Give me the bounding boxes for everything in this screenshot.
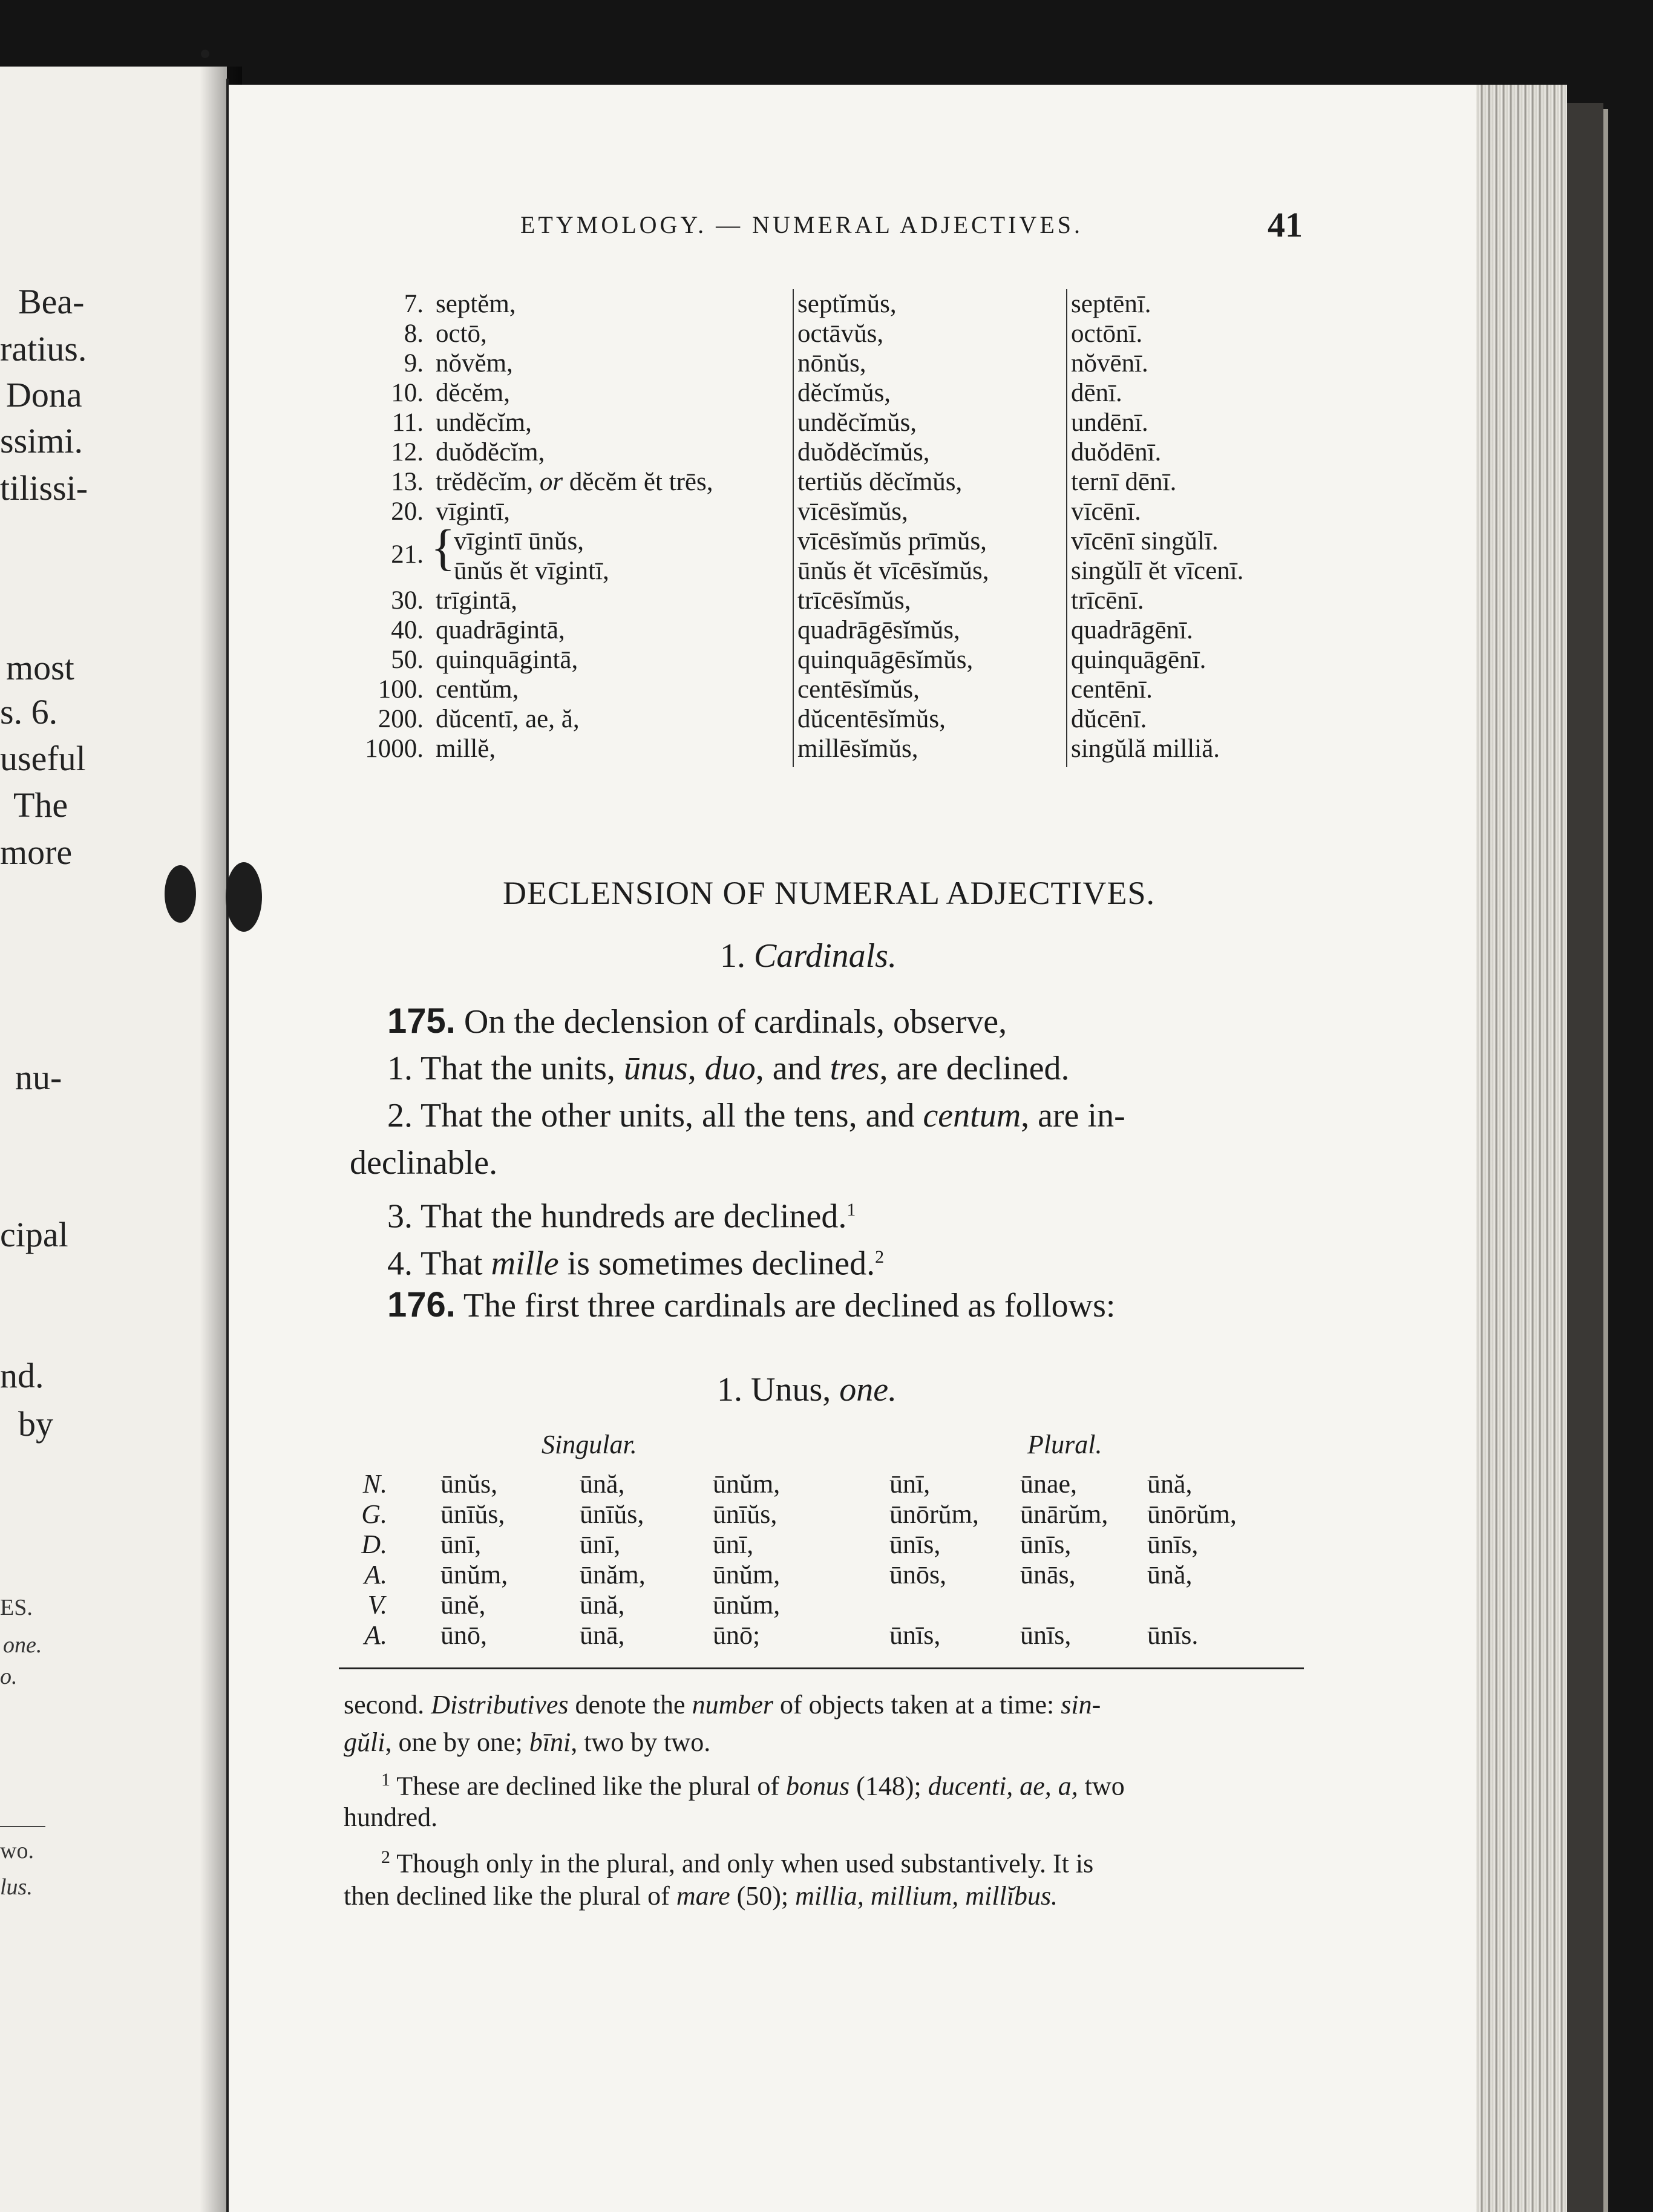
form: ūnă,	[580, 1590, 625, 1620]
form: ūnīs,	[889, 1530, 941, 1559]
cardinal: duŏdĕcĭm,	[436, 438, 545, 466]
cardinal: nŏvĕm,	[436, 349, 513, 378]
distributive: centēnī.	[1071, 675, 1153, 704]
left-fragment: nd.	[0, 1356, 44, 1395]
column-rule	[793, 289, 794, 767]
sub-title-number: 1.	[720, 937, 745, 975]
form: ūnīs,	[1147, 1530, 1199, 1559]
form: ūnă,	[1147, 1469, 1193, 1499]
term: mare	[676, 1881, 730, 1911]
running-head: ETYMOLOGY. — NUMERAL ADJECTIVES.	[520, 211, 1083, 238]
cardinal: vīgintī ūnŭs,	[454, 527, 584, 555]
declension-table	[351, 1469, 1295, 1657]
sub-title	[720, 937, 897, 975]
numeral-number: 13.	[391, 468, 424, 496]
singular-label: Singular.	[542, 1430, 637, 1459]
ordinal: trīcēsĭmŭs,	[797, 586, 911, 615]
term: ducenti, ae, a,	[928, 1771, 1078, 1801]
declension-word: Unus,	[751, 1371, 831, 1409]
footnote-rule	[339, 1667, 1304, 1669]
sub-title-text: Cardinals.	[754, 937, 897, 975]
form: ūnī,	[889, 1469, 931, 1499]
declension-number: 1.	[717, 1371, 742, 1409]
term: Distributives	[431, 1690, 569, 1720]
page-edges	[1476, 85, 1567, 2212]
form: ūnīŭs,	[713, 1499, 777, 1529]
term: gŭli	[344, 1727, 385, 1757]
ordinal: quadrāgēsĭmŭs,	[797, 616, 960, 644]
distributive: singŭlī ĕt vīcenī.	[1071, 557, 1244, 585]
ordinal: tertiŭs dĕcĭmŭs,	[797, 468, 963, 496]
paragraph-number: 176.	[387, 1285, 456, 1324]
cardinal: undĕcĭm,	[436, 408, 532, 437]
ink-speck-top	[201, 50, 209, 58]
term: sin-	[1061, 1690, 1101, 1720]
text: These are declined like the plural of	[396, 1771, 780, 1801]
text: , are in-	[1021, 1097, 1125, 1134]
numeral-number: 8.	[404, 319, 424, 348]
paragraph-text: On the declension of cardinals, observe,	[463, 1003, 1007, 1041]
numeral-number: 11.	[391, 408, 424, 437]
cardinal: trīgintā,	[436, 586, 517, 615]
term: mille	[491, 1245, 559, 1283]
text: 2. That the other units, all the tens, and	[387, 1097, 915, 1134]
brace: {	[431, 520, 456, 576]
cardinal: dŭcentī, ae, ă,	[436, 705, 580, 733]
form: ūnăm,	[580, 1560, 646, 1589]
footnote-continuation	[344, 1687, 1101, 1723]
ordinal: octāvŭs,	[797, 319, 884, 348]
ordinal: millēsĭmŭs,	[797, 735, 918, 763]
text: two	[1084, 1771, 1125, 1801]
form: ūnīs,	[889, 1620, 941, 1650]
case-label: A.	[364, 1560, 387, 1589]
text: (50);	[736, 1881, 789, 1911]
paragraph-176	[387, 1285, 1115, 1326]
term: tres	[830, 1050, 880, 1087]
book-cover-highlight	[1603, 109, 1608, 2212]
cardinal: quadrāgintā,	[436, 616, 565, 644]
term: number	[692, 1690, 773, 1720]
ordinal: dĕcĭmŭs,	[797, 379, 891, 407]
text: 3. That the hundreds are declined.	[387, 1197, 847, 1235]
case-label: D.	[361, 1530, 387, 1559]
rule-line-2-cont: declinable.	[350, 1144, 498, 1182]
case-label: V.	[367, 1590, 387, 1620]
text: , are declined.	[879, 1050, 1070, 1087]
form: ūnārŭm,	[1020, 1499, 1108, 1529]
numeral-number: 50.	[391, 646, 424, 674]
cardinal: centŭm,	[436, 675, 519, 704]
form: ūnīŭs,	[580, 1499, 644, 1529]
distributive: singŭlă milliă.	[1071, 735, 1220, 763]
form: ūnā,	[580, 1620, 625, 1650]
numeral-number: 1000.	[365, 735, 424, 763]
term: millia, millium, millĭbus.	[795, 1881, 1058, 1911]
form: ūnō,	[440, 1620, 487, 1650]
ordinal: ūnŭs ĕt vīcēsĭmŭs,	[797, 557, 989, 585]
form: ūnās,	[1020, 1560, 1076, 1589]
text: 1. That the units,	[387, 1050, 615, 1087]
left-fragment: cipal	[0, 1215, 68, 1254]
left-fragment: s. 6.	[0, 692, 58, 731]
ordinal: vīcēsĭmŭs prīmŭs,	[797, 527, 987, 555]
numeral-number: 200.	[378, 705, 424, 733]
distributive: septēnī.	[1071, 290, 1151, 318]
text: denote the	[575, 1690, 686, 1720]
left-fragment: more	[0, 833, 73, 872]
ordinal: quinquāgēsĭmŭs,	[797, 646, 974, 674]
text: is sometimes declined.	[567, 1245, 876, 1283]
footnote-ref: 2	[875, 1247, 885, 1267]
text: , one by one;	[385, 1727, 523, 1757]
form: ūnīs.	[1147, 1620, 1199, 1650]
left-small-fragment: one.	[3, 1632, 42, 1658]
ordinal: undĕcĭmŭs,	[797, 408, 917, 437]
form: ūnă,	[1147, 1560, 1193, 1589]
term: bonus	[786, 1771, 850, 1801]
declension-title	[717, 1370, 897, 1409]
numeral-number: 21.	[391, 540, 424, 569]
rule-line-4	[387, 1237, 884, 1284]
distributive: ternī dēnī.	[1071, 468, 1177, 496]
footnote-2-cont	[344, 1878, 1058, 1914]
form: ūnĕ,	[440, 1590, 486, 1620]
text: then declined like the plural of	[344, 1881, 670, 1911]
numeral-number: 12.	[391, 438, 424, 466]
cardinal-text: trĕdĕcĭm,	[436, 468, 534, 496]
cardinal: dĕcĕm,	[436, 379, 510, 407]
book-cover-edge	[1567, 103, 1603, 2212]
left-small-fragment: o.	[0, 1664, 18, 1689]
footnote-continuation	[344, 1724, 710, 1761]
cardinal: septĕm,	[436, 290, 516, 318]
footnote-mark: 1	[381, 1770, 390, 1790]
left-fragment: ssimi.	[0, 421, 83, 460]
form: ūnīs,	[1020, 1620, 1072, 1650]
text: , two by two.	[571, 1727, 711, 1757]
cardinal	[436, 467, 713, 497]
left-footnote-rule	[0, 1826, 45, 1827]
distributive: nŏvēnī.	[1071, 349, 1148, 378]
section-title: DECLENSION OF NUMERAL ADJECTIVES.	[502, 875, 1155, 911]
numeral-number: 10.	[391, 379, 424, 407]
case-label: G.	[361, 1499, 387, 1529]
distributive: dŭcēnī.	[1071, 705, 1147, 733]
distributive: trīcēnī.	[1071, 586, 1144, 615]
declension-gloss: one.	[839, 1371, 897, 1409]
numeral-number: 7.	[404, 290, 424, 318]
case-label: A.	[364, 1620, 387, 1650]
term: ūnus	[623, 1050, 688, 1087]
text: (148);	[856, 1771, 921, 1801]
plural-label: Plural.	[1027, 1430, 1102, 1459]
cardinal: quinquāgintā,	[436, 646, 578, 674]
term: centum	[923, 1097, 1021, 1134]
distributive: dēnī.	[1071, 379, 1122, 407]
term: bīni	[529, 1727, 571, 1757]
text: of objects taken at a time:	[780, 1690, 1055, 1720]
cardinal: ūnŭs ĕt vīgintī,	[454, 557, 609, 585]
cardinal: millĕ,	[436, 735, 496, 763]
text: 4. That	[387, 1245, 483, 1283]
left-fragment: nu-	[15, 1058, 62, 1097]
footnote-mark: 2	[381, 1847, 390, 1867]
left-fragment: tilissi-	[0, 468, 88, 508]
footnote-2	[381, 1839, 1093, 1882]
form: ūnŭm,	[713, 1560, 781, 1589]
form: ūnōs,	[889, 1560, 947, 1589]
ordinal: septĭmŭs,	[797, 290, 897, 318]
left-fragment: useful	[0, 739, 86, 778]
form: ūnīs,	[1020, 1530, 1072, 1559]
cardinal: octō,	[436, 319, 487, 348]
paragraph-175	[387, 1001, 1007, 1042]
page-number: 41	[1268, 205, 1303, 244]
distributive: duŏdēnī.	[1071, 438, 1162, 466]
distributive: undēnī.	[1071, 408, 1148, 437]
ordinal: centēsĭmŭs,	[797, 675, 920, 704]
footnote-ref: 1	[846, 1200, 856, 1220]
ink-blot-left	[165, 865, 196, 923]
form: ūnŭm,	[713, 1469, 781, 1499]
rule-line-1: 1. That the units, ūnus, duo, and tres, are declined.	[387, 1050, 1070, 1087]
form: ūnō;	[713, 1620, 761, 1650]
left-fragment: ratius.	[0, 329, 87, 368]
form: ūnŭs,	[440, 1469, 498, 1499]
text: second.	[344, 1690, 425, 1720]
numeral-number: 100.	[378, 675, 424, 704]
distributive: vīcēnī singŭlī.	[1071, 527, 1219, 555]
numeral-number: 40.	[391, 616, 424, 644]
form: ūnă,	[580, 1469, 625, 1499]
left-fragment: Dona	[6, 375, 82, 414]
ordinal: vīcēsĭmŭs,	[797, 497, 908, 526]
distributive: quinquāgēnī.	[1071, 646, 1206, 674]
left-fragment: Bea-	[18, 282, 85, 321]
column-rule	[1066, 289, 1067, 767]
form: ūnōrŭm,	[1147, 1499, 1237, 1529]
cardinal-alt: dĕcĕm ĕt trēs,	[569, 468, 713, 496]
left-fragment: The	[13, 785, 68, 825]
left-fragment: most	[6, 648, 74, 687]
rule-line-3	[387, 1190, 856, 1237]
ordinal: nōnŭs,	[797, 349, 866, 378]
term: duo	[704, 1050, 756, 1087]
distributive: octōnī.	[1071, 319, 1143, 348]
left-small-fragment: lus.	[0, 1874, 33, 1900]
form: ūnī,	[580, 1530, 621, 1559]
left-small-fragment: wo.	[0, 1838, 34, 1864]
paragraph-number: 175.	[387, 1001, 456, 1041]
ordinal: duŏdĕcĭmŭs,	[797, 438, 930, 466]
form: ūnī,	[440, 1530, 482, 1559]
left-fragment: by	[18, 1404, 53, 1444]
ink-blot-right	[226, 862, 262, 932]
form: ūnŭm,	[713, 1590, 781, 1620]
form: ūnae,	[1020, 1469, 1078, 1499]
footnote-1	[381, 1762, 1125, 1805]
numeral-number: 20.	[391, 497, 424, 526]
cardinal-or: or	[539, 468, 563, 496]
text: Though only in the plural, and only when used substantively. It is	[396, 1848, 1094, 1879]
page-fold	[226, 79, 229, 2212]
distributive: vīcēnī.	[1071, 497, 1141, 526]
numeral-number: 9.	[404, 349, 424, 378]
numeral-number: 30.	[391, 586, 424, 615]
case-label: N.	[362, 1469, 387, 1499]
left-small-fragment: ES.	[0, 1595, 33, 1620]
paragraph-text: The first three cardinals are declined as follows:	[463, 1287, 1116, 1324]
cardinal: vīgintī,	[436, 497, 511, 526]
text: , and	[755, 1050, 822, 1087]
distributive: quadrāgēnī.	[1071, 616, 1193, 644]
ordinal: dŭcentēsĭmŭs,	[797, 705, 946, 733]
form: ūnīŭs,	[440, 1499, 505, 1529]
form: ūnī,	[713, 1530, 754, 1559]
form: ūnōrŭm,	[889, 1499, 979, 1529]
rule-line-2	[387, 1096, 1125, 1136]
footnote-1-cont: hundred.	[344, 1802, 438, 1832]
form: ūnŭm,	[440, 1560, 508, 1589]
